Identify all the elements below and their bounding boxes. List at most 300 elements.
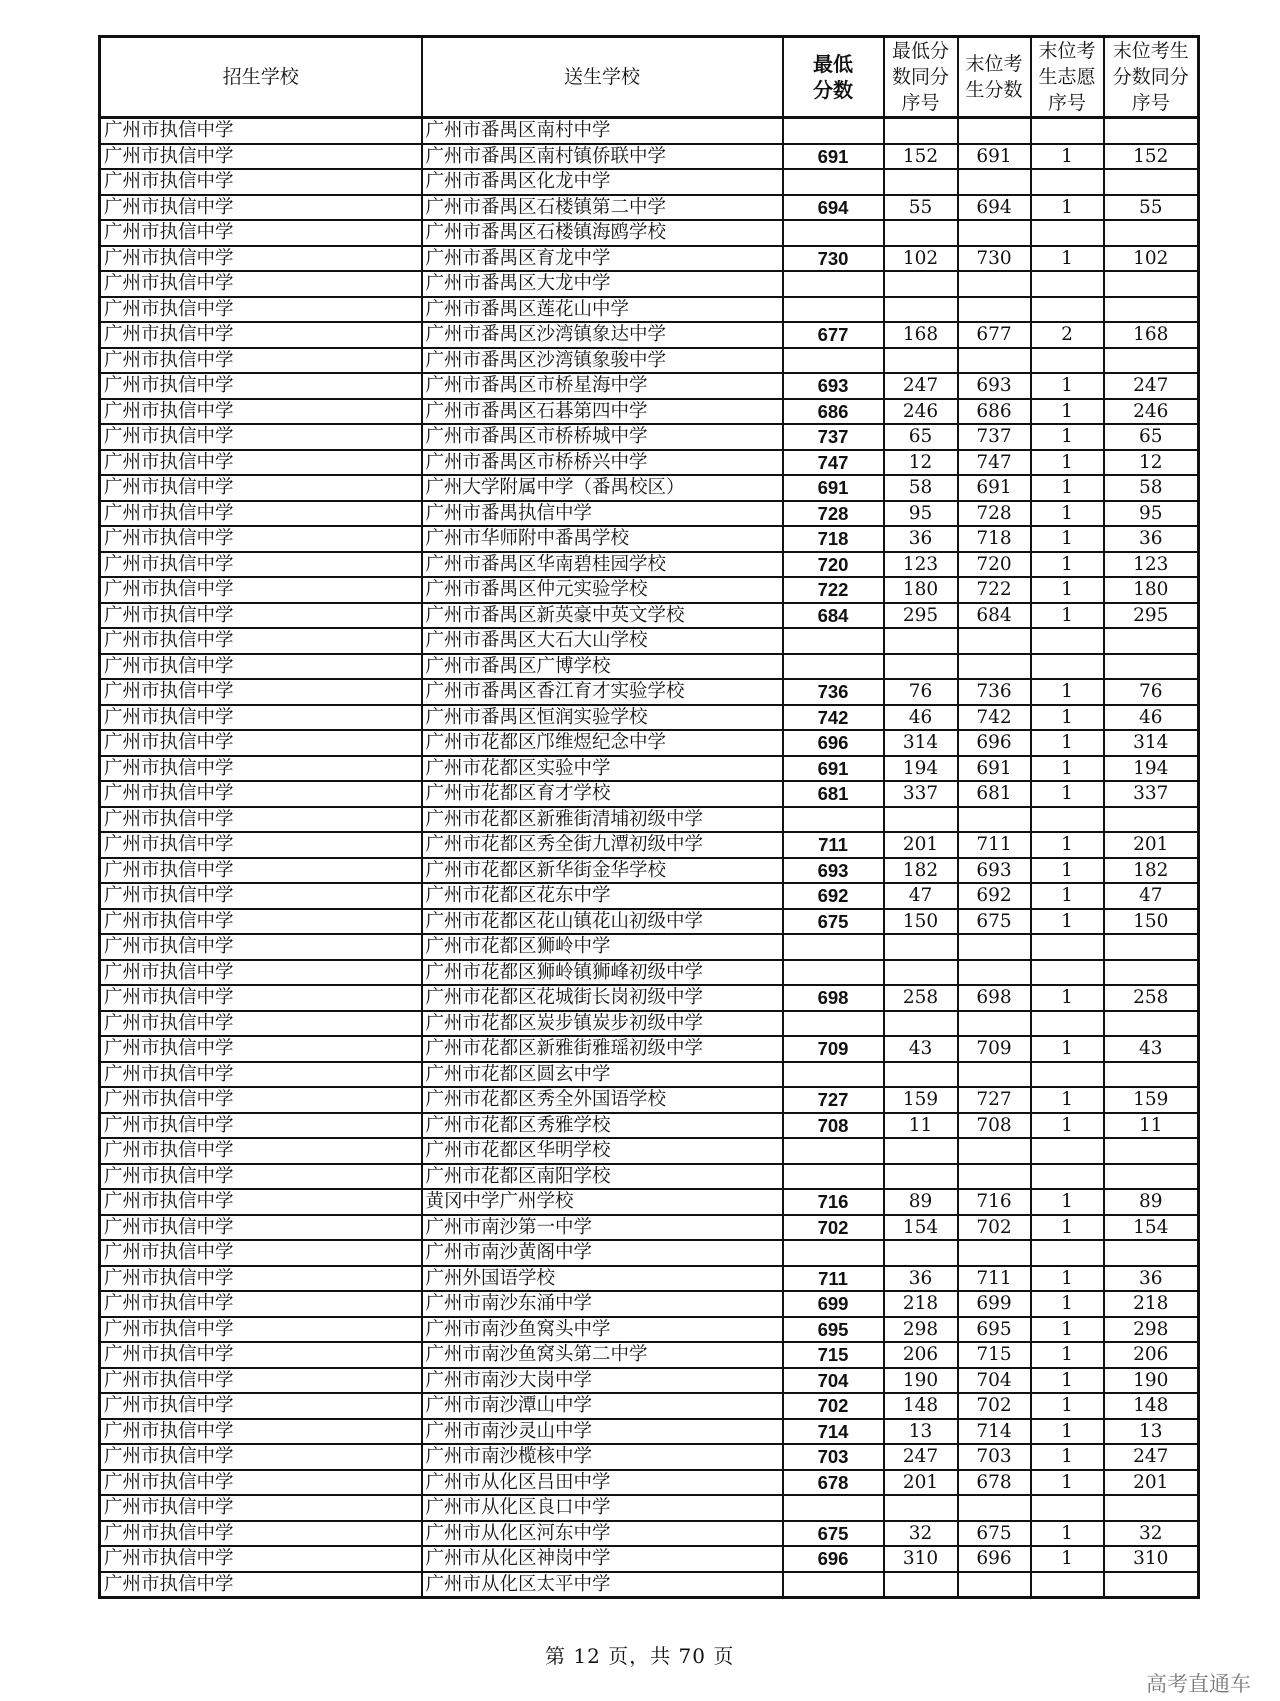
cell-last-score: 691	[958, 756, 1031, 782]
cell-last-score-rank: 152	[1104, 144, 1199, 170]
cell-sending-school: 广州市番禺区莲花山中学	[422, 297, 783, 323]
cell-min-score-rank: 295	[884, 603, 958, 629]
cell-last-score-rank	[1104, 1062, 1199, 1088]
cell-min-score-rank	[884, 1495, 958, 1521]
table-row	[100, 322, 1199, 348]
cell-last-score	[958, 1138, 1031, 1164]
cell-last-choice-no	[1031, 1572, 1104, 1598]
cell-min-score: 736	[783, 679, 884, 705]
table-row	[100, 781, 1199, 807]
cell-last-choice-no: 1	[1031, 526, 1104, 552]
cell-admitting-school: 广州市执信中学	[100, 399, 422, 425]
cell-last-score: 702	[958, 1393, 1031, 1419]
cell-min-score: 678	[783, 1470, 884, 1496]
cell-min-score: 730	[783, 246, 884, 272]
cell-min-score: 698	[783, 985, 884, 1011]
cell-last-score: 704	[958, 1368, 1031, 1394]
table-row	[100, 1011, 1199, 1037]
cell-last-score-rank: 337	[1104, 781, 1199, 807]
cell-min-score: 727	[783, 1087, 884, 1113]
cell-last-score	[958, 1495, 1031, 1521]
cell-last-score: 678	[958, 1470, 1031, 1496]
cell-last-score-rank	[1104, 934, 1199, 960]
page-number: 第 12 页，共 70 页	[545, 1644, 735, 1668]
cell-min-score: 737	[783, 424, 884, 450]
cell-sending-school: 广州市花都区狮岭中学	[422, 934, 783, 960]
cell-min-score: 728	[783, 501, 884, 527]
cell-min-score-rank: 36	[884, 1266, 958, 1292]
cell-last-choice-no	[1031, 220, 1104, 246]
cell-last-score: 708	[958, 1113, 1031, 1139]
cell-last-choice-no: 1	[1031, 1317, 1104, 1343]
cell-last-score: 693	[958, 373, 1031, 399]
cell-admitting-school: 广州市执信中学	[100, 501, 422, 527]
cell-sending-school: 广州市番禺区恒润实验学校	[422, 705, 783, 731]
cell-last-score: 675	[958, 1521, 1031, 1547]
cell-min-score-rank: 258	[884, 985, 958, 1011]
cell-last-score-rank: 55	[1104, 195, 1199, 221]
table-row	[100, 577, 1199, 603]
cell-min-score-rank	[884, 807, 958, 833]
cell-last-score-rank: 12	[1104, 450, 1199, 476]
cell-min-score	[783, 220, 884, 246]
cell-last-score-rank: 13	[1104, 1419, 1199, 1445]
cell-admitting-school: 广州市执信中学	[100, 424, 422, 450]
table-row	[100, 1291, 1199, 1317]
cell-sending-school: 广州市花都区新华街金华学校	[422, 858, 783, 884]
header-min-score-rank	[884, 37, 958, 118]
cell-sending-school: 广州市番禺区沙湾镇象达中学	[422, 322, 783, 348]
cell-sending-school: 广州市花都区花东中学	[422, 883, 783, 909]
cell-admitting-school: 广州市执信中学	[100, 169, 422, 195]
cell-last-score: 694	[958, 195, 1031, 221]
cell-min-score-rank: 298	[884, 1317, 958, 1343]
cell-min-score-rank: 218	[884, 1291, 958, 1317]
cell-last-score: 677	[958, 322, 1031, 348]
table-row	[100, 985, 1199, 1011]
cell-admitting-school: 广州市执信中学	[100, 1444, 422, 1470]
cell-last-score-rank: 201	[1104, 1470, 1199, 1496]
cell-sending-school: 广州市番禺区广博学校	[422, 654, 783, 680]
cell-sending-school: 广州市南沙黄阁中学	[422, 1240, 783, 1266]
cell-admitting-school: 广州市执信中学	[100, 730, 422, 756]
cell-min-score-rank: 247	[884, 373, 958, 399]
cell-sending-school: 广州市从化区河东中学	[422, 1521, 783, 1547]
cell-min-score	[783, 1164, 884, 1190]
cell-admitting-school: 广州市执信中学	[100, 1495, 422, 1521]
table-row	[100, 1189, 1199, 1215]
cell-min-score-rank: 102	[884, 246, 958, 272]
cell-last-choice-no: 1	[1031, 1546, 1104, 1572]
table-row	[100, 960, 1199, 986]
cell-last-score-rank: 150	[1104, 909, 1199, 935]
cell-min-score-rank: 95	[884, 501, 958, 527]
cell-last-choice-no: 1	[1031, 1444, 1104, 1470]
table-row	[100, 1546, 1199, 1572]
cell-last-score: 715	[958, 1342, 1031, 1368]
cell-sending-school: 广州市南沙第一中学	[422, 1215, 783, 1241]
cell-min-score-rank: 247	[884, 1444, 958, 1470]
cell-min-score-rank: 194	[884, 756, 958, 782]
cell-min-score-rank: 201	[884, 1470, 958, 1496]
cell-last-choice-no: 1	[1031, 501, 1104, 527]
cell-min-score	[783, 1572, 884, 1598]
cell-admitting-school: 广州市执信中学	[100, 348, 422, 374]
cell-last-choice-no: 1	[1031, 883, 1104, 909]
header-admitting-school: 招生学校	[100, 37, 422, 118]
table-row	[100, 756, 1199, 782]
table-row	[100, 654, 1199, 680]
cell-last-score-rank: 310	[1104, 1546, 1199, 1572]
cell-last-score-rank	[1104, 1240, 1199, 1266]
header-min-score-rank-label: 最低分 数同分 序号	[891, 40, 949, 114]
cell-sending-school: 黄冈中学广州学校	[422, 1189, 783, 1215]
cell-last-score-rank	[1104, 807, 1199, 833]
cell-last-choice-no: 1	[1031, 730, 1104, 756]
cell-last-score-rank: 32	[1104, 1521, 1199, 1547]
cell-min-score	[783, 654, 884, 680]
cell-last-score-rank: 159	[1104, 1087, 1199, 1113]
cell-min-score-rank: 180	[884, 577, 958, 603]
cell-last-score: 747	[958, 450, 1031, 476]
cell-sending-school: 广州市南沙大岗中学	[422, 1368, 783, 1394]
cell-sending-school: 广州市南沙鱼窝头中学	[422, 1317, 783, 1343]
cell-last-score: 686	[958, 399, 1031, 425]
cell-last-score: 696	[958, 730, 1031, 756]
table-row	[100, 832, 1199, 858]
table-row	[100, 807, 1199, 833]
cell-min-score: 695	[783, 1317, 884, 1343]
cell-min-score: 742	[783, 705, 884, 731]
cell-sending-school: 广州市番禺区华南碧桂园学校	[422, 552, 783, 578]
cell-last-choice-no: 1	[1031, 450, 1104, 476]
table-row	[100, 271, 1199, 297]
cell-admitting-school: 广州市执信中学	[100, 577, 422, 603]
cell-last-choice-no: 1	[1031, 195, 1104, 221]
table-row	[100, 1470, 1199, 1496]
cell-sending-school: 广州市南沙灵山中学	[422, 1419, 783, 1445]
cell-min-score-rank: 190	[884, 1368, 958, 1394]
cell-last-score-rank: 246	[1104, 399, 1199, 425]
table-row	[100, 1113, 1199, 1139]
cell-admitting-school: 广州市执信中学	[100, 934, 422, 960]
cell-min-score-rank: 89	[884, 1189, 958, 1215]
cell-last-choice-no	[1031, 297, 1104, 323]
cell-last-choice-no: 1	[1031, 756, 1104, 782]
cell-min-score-rank: 11	[884, 1113, 958, 1139]
cell-admitting-school: 广州市执信中学	[100, 373, 422, 399]
cell-min-score-rank: 43	[884, 1036, 958, 1062]
cell-last-score: 709	[958, 1036, 1031, 1062]
header-last-score	[958, 37, 1031, 118]
cell-min-score-rank: 154	[884, 1215, 958, 1241]
cell-last-choice-no: 1	[1031, 1113, 1104, 1139]
cell-last-score-rank	[1104, 960, 1199, 986]
header-sending-school: 送生学校	[422, 37, 783, 118]
cell-min-score-rank	[884, 1011, 958, 1037]
cell-min-score-rank	[884, 271, 958, 297]
cell-last-score: 698	[958, 985, 1031, 1011]
header-min-score	[783, 37, 884, 118]
table-row	[100, 730, 1199, 756]
cell-min-score: 711	[783, 832, 884, 858]
cell-last-score-rank: 148	[1104, 1393, 1199, 1419]
table-row	[100, 858, 1199, 884]
cell-last-score: 702	[958, 1215, 1031, 1241]
cell-sending-school: 广州市花都区南阳学校	[422, 1164, 783, 1190]
cell-last-choice-no	[1031, 1164, 1104, 1190]
cell-last-score: 727	[958, 1087, 1031, 1113]
cell-last-choice-no	[1031, 348, 1104, 374]
cell-sending-school: 广州市番禺区沙湾镇象骏中学	[422, 348, 783, 374]
cell-last-score-rank	[1104, 1138, 1199, 1164]
table-row	[100, 1138, 1199, 1164]
cell-sending-school: 广州市花都区新雅街清埔初级中学	[422, 807, 783, 833]
cell-admitting-school: 广州市执信中学	[100, 1342, 422, 1368]
cell-sending-school: 广州市番禺区市桥桥兴中学	[422, 450, 783, 476]
cell-last-score-rank: 11	[1104, 1113, 1199, 1139]
cell-last-score	[958, 1011, 1031, 1037]
table-row	[100, 1036, 1199, 1062]
cell-last-choice-no: 1	[1031, 858, 1104, 884]
cell-min-score: 681	[783, 781, 884, 807]
cell-last-score-rank	[1104, 297, 1199, 323]
cell-admitting-school: 广州市执信中学	[100, 756, 422, 782]
cell-min-score	[783, 807, 884, 833]
cell-last-choice-no: 1	[1031, 679, 1104, 705]
cell-last-score	[958, 654, 1031, 680]
cell-last-score-rank	[1104, 118, 1199, 144]
cell-min-score-rank	[884, 1164, 958, 1190]
cell-min-score-rank	[884, 1240, 958, 1266]
cell-last-score-rank: 247	[1104, 1444, 1199, 1470]
cell-last-choice-no: 1	[1031, 832, 1104, 858]
cell-sending-school: 广州市番禺区新英豪中英文学校	[422, 603, 783, 629]
cell-min-score-rank	[884, 934, 958, 960]
watermark: 高考直通车	[1146, 1672, 1251, 1696]
cell-sending-school: 广州市华师附中番禺学校	[422, 526, 783, 552]
cell-admitting-school: 广州市执信中学	[100, 1393, 422, 1419]
header-last-choice-no-label: 末位考 生志愿 序号	[1038, 40, 1096, 114]
cell-last-choice-no: 1	[1031, 705, 1104, 731]
table-row	[100, 1240, 1199, 1266]
cell-min-score: 714	[783, 1419, 884, 1445]
cell-last-choice-no: 2	[1031, 322, 1104, 348]
cell-last-score-rank: 65	[1104, 424, 1199, 450]
table-row	[100, 348, 1199, 374]
table-row	[100, 603, 1199, 629]
table-row	[100, 934, 1199, 960]
table-row	[100, 1342, 1199, 1368]
table-row	[100, 883, 1199, 909]
cell-admitting-school: 广州市执信中学	[100, 475, 422, 501]
cell-min-score: 709	[783, 1036, 884, 1062]
cell-sending-school: 广州市花都区炭步镇炭步初级中学	[422, 1011, 783, 1037]
cell-last-score-rank: 201	[1104, 832, 1199, 858]
cell-last-score-rank: 95	[1104, 501, 1199, 527]
cell-last-score-rank: 298	[1104, 1317, 1199, 1343]
table-row	[100, 1521, 1199, 1547]
table-row	[100, 297, 1199, 323]
table-row	[100, 1393, 1199, 1419]
cell-min-score-rank	[884, 1572, 958, 1598]
cell-last-choice-no: 1	[1031, 1419, 1104, 1445]
table-row	[100, 475, 1199, 501]
cell-last-score: 681	[958, 781, 1031, 807]
cell-last-choice-no: 1	[1031, 144, 1104, 170]
cell-min-score-rank: 246	[884, 399, 958, 425]
cell-min-score-rank: 206	[884, 1342, 958, 1368]
cell-sending-school: 广州市花都区邝维煜纪念中学	[422, 730, 783, 756]
cell-last-choice-no: 1	[1031, 1368, 1104, 1394]
cell-min-score: 747	[783, 450, 884, 476]
cell-last-choice-no	[1031, 1011, 1104, 1037]
cell-min-score-rank: 36	[884, 526, 958, 552]
cell-min-score	[783, 169, 884, 195]
cell-admitting-school: 广州市执信中学	[100, 1062, 422, 1088]
cell-last-choice-no: 1	[1031, 1470, 1104, 1496]
cell-sending-school: 广州外国语学校	[422, 1266, 783, 1292]
cell-last-choice-no	[1031, 271, 1104, 297]
cell-admitting-school: 广州市执信中学	[100, 603, 422, 629]
cell-admitting-school: 广州市执信中学	[100, 781, 422, 807]
cell-min-score-rank: 46	[884, 705, 958, 731]
admission-score-table	[98, 35, 1200, 1599]
cell-last-score-rank: 314	[1104, 730, 1199, 756]
cell-min-score-rank: 47	[884, 883, 958, 909]
cell-last-score: 714	[958, 1419, 1031, 1445]
cell-admitting-school: 广州市执信中学	[100, 1419, 422, 1445]
cell-min-score-rank	[884, 297, 958, 323]
cell-sending-school: 广州市花都区花山镇花山初级中学	[422, 909, 783, 935]
cell-min-score-rank	[884, 220, 958, 246]
cell-admitting-school: 广州市执信中学	[100, 628, 422, 654]
cell-last-score: 718	[958, 526, 1031, 552]
header-last-score-rank	[1104, 37, 1199, 118]
cell-admitting-school: 广州市执信中学	[100, 1138, 422, 1164]
cell-admitting-school: 广州市执信中学	[100, 705, 422, 731]
cell-last-score: 722	[958, 577, 1031, 603]
cell-min-score-rank: 13	[884, 1419, 958, 1445]
table-row	[100, 144, 1199, 170]
cell-last-score: 728	[958, 501, 1031, 527]
table-row	[100, 679, 1199, 705]
cell-last-score: 737	[958, 424, 1031, 450]
cell-last-score-rank: 295	[1104, 603, 1199, 629]
cell-last-score-rank: 89	[1104, 1189, 1199, 1215]
cell-min-score	[783, 934, 884, 960]
cell-min-score: 699	[783, 1291, 884, 1317]
cell-last-score-rank: 258	[1104, 985, 1199, 1011]
cell-last-score: 684	[958, 603, 1031, 629]
cell-admitting-school: 广州市执信中学	[100, 144, 422, 170]
cell-last-choice-no: 1	[1031, 1342, 1104, 1368]
table-row	[100, 424, 1199, 450]
cell-min-score: 711	[783, 1266, 884, 1292]
cell-last-choice-no	[1031, 1138, 1104, 1164]
cell-last-score: 736	[958, 679, 1031, 705]
table-row	[100, 1164, 1199, 1190]
table-row	[100, 1062, 1199, 1088]
cell-min-score-rank	[884, 118, 958, 144]
header-last-choice-no	[1031, 37, 1104, 118]
cell-min-score: 702	[783, 1393, 884, 1419]
cell-sending-school: 广州市南沙榄核中学	[422, 1444, 783, 1470]
cell-last-choice-no: 1	[1031, 781, 1104, 807]
cell-last-score-rank: 47	[1104, 883, 1199, 909]
cell-last-score-rank: 43	[1104, 1036, 1199, 1062]
cell-min-score: 722	[783, 577, 884, 603]
cell-min-score-rank: 182	[884, 858, 958, 884]
cell-admitting-school: 广州市执信中学	[100, 1572, 422, 1598]
cell-last-score	[958, 1572, 1031, 1598]
table-row	[100, 118, 1199, 144]
cell-admitting-school: 广州市执信中学	[100, 1164, 422, 1190]
cell-last-score-rank	[1104, 628, 1199, 654]
cell-admitting-school: 广州市执信中学	[100, 1266, 422, 1292]
cell-sending-school: 广州市从化区吕田中学	[422, 1470, 783, 1496]
cell-min-score: 686	[783, 399, 884, 425]
cell-last-score: 675	[958, 909, 1031, 935]
cell-admitting-school: 广州市执信中学	[100, 858, 422, 884]
cell-last-score	[958, 220, 1031, 246]
cell-last-choice-no: 1	[1031, 552, 1104, 578]
cell-last-choice-no	[1031, 1495, 1104, 1521]
cell-min-score-rank: 65	[884, 424, 958, 450]
table-row	[100, 450, 1199, 476]
cell-min-score: 691	[783, 756, 884, 782]
cell-last-choice-no: 1	[1031, 1521, 1104, 1547]
cell-admitting-school: 广州市执信中学	[100, 1368, 422, 1394]
table-row	[100, 501, 1199, 527]
cell-sending-school: 广州市番禺区大石大山学校	[422, 628, 783, 654]
table-row	[100, 1317, 1199, 1343]
cell-last-choice-no: 1	[1031, 1291, 1104, 1317]
cell-last-score: 696	[958, 1546, 1031, 1572]
table-row	[100, 909, 1199, 935]
cell-sending-school: 广州市南沙鱼窝头第二中学	[422, 1342, 783, 1368]
cell-last-choice-no: 1	[1031, 246, 1104, 272]
cell-last-score-rank: 154	[1104, 1215, 1199, 1241]
cell-admitting-school: 广州市执信中学	[100, 985, 422, 1011]
header-last-score-rank-label: 末位考生 分数同分 序号	[1112, 40, 1189, 114]
cell-last-score-rank: 46	[1104, 705, 1199, 731]
cell-admitting-school: 广州市执信中学	[100, 679, 422, 705]
cell-admitting-school: 广州市执信中学	[100, 1087, 422, 1113]
cell-admitting-school: 广州市执信中学	[100, 1291, 422, 1317]
cell-min-score-rank	[884, 628, 958, 654]
cell-last-score	[958, 1240, 1031, 1266]
table-row	[100, 1368, 1199, 1394]
cell-admitting-school: 广州市执信中学	[100, 1521, 422, 1547]
cell-sending-school: 广州市花都区秀全外国语学校	[422, 1087, 783, 1113]
table-row	[100, 1087, 1199, 1113]
cell-sending-school: 广州市番禺区大龙中学	[422, 271, 783, 297]
table-row	[100, 705, 1199, 731]
table-header-row	[100, 37, 1199, 118]
cell-last-score: 711	[958, 1266, 1031, 1292]
cell-last-score: 716	[958, 1189, 1031, 1215]
cell-last-score-rank: 182	[1104, 858, 1199, 884]
cell-min-score: 696	[783, 1546, 884, 1572]
cell-sending-school: 广州市番禺区石碁第四中学	[422, 399, 783, 425]
cell-sending-school: 广州市南沙东涌中学	[422, 1291, 783, 1317]
table-row	[100, 1215, 1199, 1241]
cell-last-choice-no	[1031, 118, 1104, 144]
cell-admitting-school: 广州市执信中学	[100, 909, 422, 935]
cell-last-choice-no: 1	[1031, 909, 1104, 935]
cell-min-score: 708	[783, 1113, 884, 1139]
